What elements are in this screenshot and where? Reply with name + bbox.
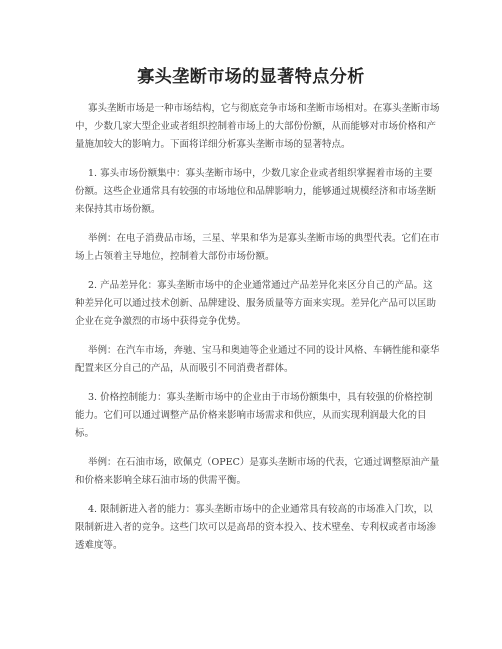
point-4-paragraph: 4. 限制新进入者的能力：寡头垄断市场中的企业通常具有较高的市场准入门坎，以限制新进入者的竞争。这些门坎可以是高昂的资本投入、技术壁垒、专利权或者市场渗透难度等。 (75, 504, 437, 551)
example-2-paragraph: 举例：在汽车市场，奔驰、宝马和奥迪等企业通过不同的设计风格、车辆性能和豪华配置来区分自己的产品，从而吸引不同消费者群体。 (75, 345, 440, 374)
document-body (75, 100, 441, 566)
document-title: 寡头垄断市场的显著特点分析 (137, 67, 365, 87)
intro-paragraph: 寡头垄断市场是一种市场结构，它与彻底竞争市场和垄断市场相对。在寡头垄断市场中，少数几家大型企业或者组织控制着市场上的大部份份额，从而能够对市场价格和产量施加较大的影响力。下面将详细分析寡头垄断市场的显著特点。 (75, 103, 440, 150)
example-3-paragraph: 举例：在石油市场，欧佩克（OPEC）是寡头垄断市场的代表，它通过调整原油产量和价格来影响全球石油市场的供需平衡。 (75, 457, 440, 486)
point-1-paragraph: 1. 寡头市场份额集中：寡头垄断市场中，少数几家企业或者组织掌握着市场的主要份额。这些企业通常具有较强的市场地位和品牌影响力，能够通过规模经济和市场垄断来保持其市场份额。 (75, 168, 437, 215)
point-3-paragraph: 3. 价格控制能力：寡头垄断市场中的企业由于市场份额集中，具有较强的价格控制能力。它们可以通过调整产品价格来影响市场需求和供应，从而实现利润最大化的目标。 (75, 392, 433, 439)
example-1-paragraph: 举例：在电子消费品市场，三星、苹果和华为是寡头垄断市场的典型代表。它们在市场上占领着主导地位，控制着大部份市场份额。 (75, 233, 440, 262)
point-2-paragraph: 2. 产品差异化：寡头垄断市场中的企业通常通过产品差异化来区分自己的产品。这种差异化可以通过技术创新、品牌建设、服务质量等方面来实现。差异化产品可以匡助企业在竞争激烈的市场中获得竞争优势。 (75, 280, 437, 327)
